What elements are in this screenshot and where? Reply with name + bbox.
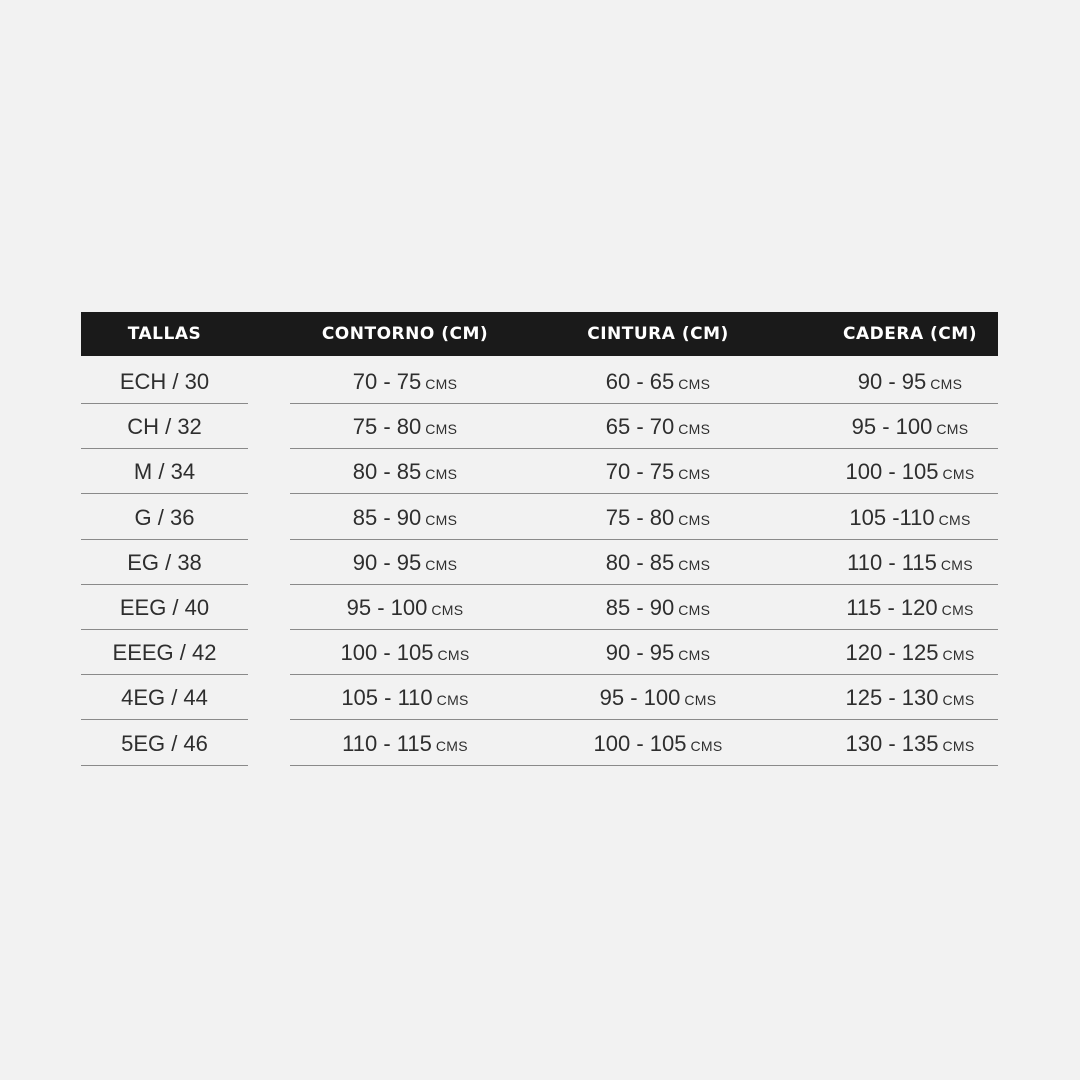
row-divider-left xyxy=(81,765,248,766)
cell-talla xyxy=(81,630,248,675)
cadera-value: 105 -110 xyxy=(849,504,935,530)
cintura-value: 85 - 90 xyxy=(605,595,675,620)
cell-cintura xyxy=(543,540,773,585)
unit-label: CMS xyxy=(678,647,711,664)
cadera-value: 120 - 125 xyxy=(845,640,939,666)
talla-value: ECH / 30 xyxy=(119,369,210,394)
table-row xyxy=(0,721,1080,766)
unit-label: CMS xyxy=(940,556,973,573)
cell-cintura xyxy=(543,585,773,630)
unit-label: CMS xyxy=(942,466,975,483)
cadera-value: 115 - 120 xyxy=(846,595,938,620)
unit-label: CMS xyxy=(930,376,963,392)
cadera-value: 130 - 135 xyxy=(845,730,939,756)
unit-label: CMS xyxy=(678,602,711,618)
contorno-value: 85 - 90 xyxy=(352,504,422,530)
table-row xyxy=(0,404,1080,449)
cell-cadera xyxy=(795,449,1025,494)
cadera-value: 90 - 95 xyxy=(857,369,927,394)
row-divider-right xyxy=(290,765,998,766)
cell-talla xyxy=(81,495,248,540)
talla-value: M / 34 xyxy=(133,459,196,485)
cintura-value: 70 - 75 xyxy=(605,459,675,485)
unit-label: CMS xyxy=(435,737,468,754)
unit-label: CMS xyxy=(437,647,470,664)
cell-contorno xyxy=(290,404,520,449)
cell-contorno xyxy=(290,630,520,675)
contorno-value: 100 - 105 xyxy=(340,640,434,666)
unit-label: CMS xyxy=(678,376,711,392)
cell-cadera xyxy=(795,585,1025,630)
cell-contorno xyxy=(290,585,520,630)
talla-value: CH / 32 xyxy=(127,414,202,440)
cadera-value: 100 - 105 xyxy=(845,459,939,485)
table-row xyxy=(0,449,1080,494)
talla-value: EEEG / 42 xyxy=(112,640,217,666)
unit-label: CMS xyxy=(425,511,458,528)
unit-label: CMS xyxy=(684,692,717,709)
talla-value: EG / 38 xyxy=(127,549,202,575)
cell-contorno xyxy=(290,495,520,540)
cell-talla xyxy=(81,721,248,766)
cintura-value: 65 - 70 xyxy=(605,414,675,440)
cell-cintura xyxy=(543,630,773,675)
cell-cintura xyxy=(543,495,773,540)
unit-label: CMS xyxy=(678,466,711,483)
cell-contorno xyxy=(290,449,520,494)
cell-contorno xyxy=(290,359,520,404)
unit-label: CMS xyxy=(942,692,975,709)
unit-label: CMS xyxy=(942,737,975,754)
unit-label: CMS xyxy=(678,511,711,528)
header-cintura: CINTURA (CM) xyxy=(587,324,729,344)
cell-talla xyxy=(81,449,248,494)
table-row xyxy=(0,495,1080,540)
cintura-value: 80 - 85 xyxy=(605,549,675,575)
unit-label: CMS xyxy=(941,602,974,618)
contorno-value: 90 - 95 xyxy=(352,549,422,575)
cell-cintura xyxy=(543,404,773,449)
cell-talla xyxy=(81,404,248,449)
contorno-value: 110 - 115 xyxy=(342,730,432,756)
cintura-value: 100 - 105 xyxy=(593,730,687,756)
talla-value: 5EG / 46 xyxy=(121,730,208,756)
cell-talla xyxy=(81,675,248,720)
cintura-value: 60 - 65 xyxy=(605,369,675,394)
unit-label: CMS xyxy=(690,737,723,754)
header-cadera: CADERA (CM) xyxy=(843,324,977,344)
cell-cintura xyxy=(543,449,773,494)
unit-label: CMS xyxy=(436,692,469,709)
table-row xyxy=(0,359,1080,404)
contorno-value: 75 - 80 xyxy=(352,414,422,440)
cadera-value: 125 - 130 xyxy=(845,685,939,711)
unit-label: CMS xyxy=(425,466,458,483)
talla-value: 4EG / 44 xyxy=(121,685,208,711)
contorno-value: 80 - 85 xyxy=(352,459,422,485)
unit-label: CMS xyxy=(425,421,458,438)
unit-label: CMS xyxy=(678,556,711,573)
cell-cadera xyxy=(795,675,1025,720)
table-row xyxy=(0,540,1080,585)
cintura-value: 95 - 100 xyxy=(599,685,681,711)
cintura-value: 75 - 80 xyxy=(605,504,675,530)
cadera-value: 95 - 100 xyxy=(851,414,933,440)
table-row xyxy=(0,675,1080,720)
talla-value: G / 36 xyxy=(134,504,195,530)
unit-label: CMS xyxy=(938,511,971,528)
contorno-value: 70 - 75 xyxy=(352,369,422,394)
unit-label: CMS xyxy=(936,421,969,438)
cell-cintura xyxy=(543,721,773,766)
contorno-value: 95 - 100 xyxy=(346,595,428,620)
talla-value: EEG / 40 xyxy=(119,595,210,620)
cell-contorno xyxy=(290,721,520,766)
unit-label: CMS xyxy=(678,421,711,438)
cell-cadera xyxy=(795,404,1025,449)
cell-contorno xyxy=(290,675,520,720)
header-tallas: TALLAS xyxy=(127,324,202,344)
cell-contorno xyxy=(290,540,520,585)
cadera-value: 110 - 115 xyxy=(847,549,937,575)
cell-cadera xyxy=(795,540,1025,585)
cell-talla xyxy=(81,585,248,630)
unit-label: CMS xyxy=(425,556,458,573)
cintura-value: 90 - 95 xyxy=(605,640,675,666)
unit-label: CMS xyxy=(425,376,458,392)
cell-cintura xyxy=(543,675,773,720)
unit-label: CMS xyxy=(431,602,464,618)
cell-talla xyxy=(81,540,248,585)
table-row xyxy=(0,630,1080,675)
table-row xyxy=(0,585,1080,630)
cell-cadera xyxy=(795,495,1025,540)
cell-cadera xyxy=(795,721,1025,766)
cell-cintura xyxy=(543,359,773,404)
header-contorno: CONTORNO (CM) xyxy=(321,324,489,344)
cell-cadera xyxy=(795,630,1025,675)
unit-label: CMS xyxy=(942,647,975,664)
cell-cadera xyxy=(795,359,1025,404)
contorno-value: 105 - 110 xyxy=(341,685,433,711)
cell-talla xyxy=(81,359,248,404)
